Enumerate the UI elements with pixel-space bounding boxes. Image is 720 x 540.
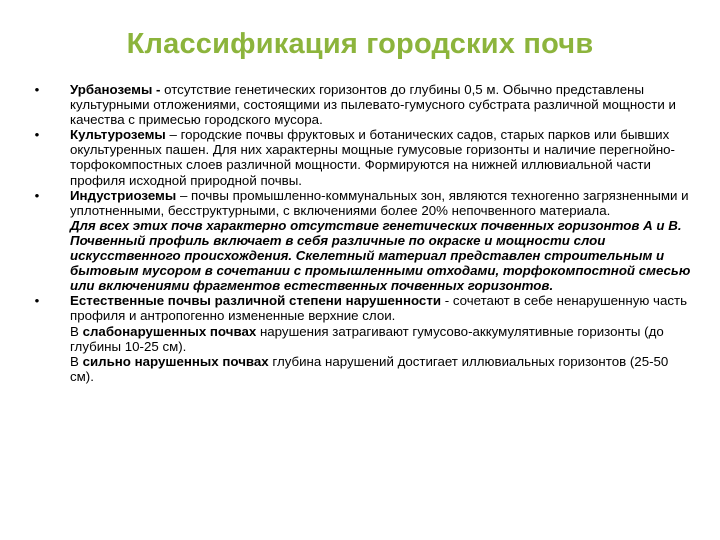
text-kulturozemy: – городские почвы фруктовых и ботанических садов, старых парков или бывших окультуренных пашен. Для них характерны мощные гумусовые горизонты и наличие перегнойно-торфокомпостных слоев различной мощности. Формируются на нижней иллювиальной части профиля исходной природной почвы.	[70, 127, 675, 188]
text-urbanozemy: отсутствие генетических горизонтов до глубины 0,5 м. Обычно представлены культурными отложениями, состоящими из пылевато-гумусного субстрата различной мощности и качества с примесью городского мусора.	[70, 82, 676, 128]
bullet-item-natural-soils	[32, 293, 692, 323]
term-natural-soils: Естественные почвы различной степени нарушенности	[70, 293, 442, 309]
text-natural-soils: - сочетают в себе ненарушенную часть профиля и антропогенно измененные верхние слои.	[70, 293, 688, 324]
note-all-soils: Для всех этих почв характерно отсутствие генетических почвенных горизонтов А и В. Почвенный профиль включает в себя различные по окраске и мощности слои искусственного происхождения. Скелетный материал представлен строительным и бытовым мусором в сочетании с промышленными отходами, торфокомпостной смесью или включениями фрагментов естественных почвенных горизонтов.	[70, 217, 691, 294]
term-kulturozemy: Культуроземы	[70, 127, 166, 143]
term-urbanozemy: Урбаноземы -	[70, 82, 165, 97]
sub2-term: сильно нарушенных почвах	[82, 353, 269, 369]
bullet-item-industriozemy	[32, 188, 692, 218]
sub1-prefix: В	[70, 323, 83, 339]
bullet-icon: •	[34, 187, 40, 203]
sub-weakly-disturbed	[32, 324, 692, 354]
sub1-text: нарушения затрагивают гумусово-аккумулятивные горизонты (до глубины 10-25 см).	[70, 323, 664, 354]
slide-title: Классификация городских почв	[126, 28, 594, 60]
bullet-icon: •	[34, 127, 40, 143]
sub2-text: глубина нарушений достигает иллювиальных горизонтов (25-50 см).	[70, 353, 669, 384]
bullet-item-kulturozemy	[32, 127, 692, 187]
term-industriozemy: Индустриоземы	[70, 187, 177, 203]
bullet-item-urbanozemy	[32, 82, 692, 127]
bullet-icon: •	[34, 82, 40, 97]
text-industriozemy: – почвы промышленно-коммунальных зон, являются техногенно загрязненными и уплотненными, бесструктурными, с включениями более 20% непочвенного материала.	[70, 187, 689, 218]
slide-content	[32, 82, 692, 384]
sub1-term: слабонарушенных почвах	[82, 323, 257, 339]
bullet-icon: •	[34, 293, 40, 309]
sub-strongly-disturbed	[32, 354, 692, 384]
sub2-prefix: В	[70, 353, 83, 369]
